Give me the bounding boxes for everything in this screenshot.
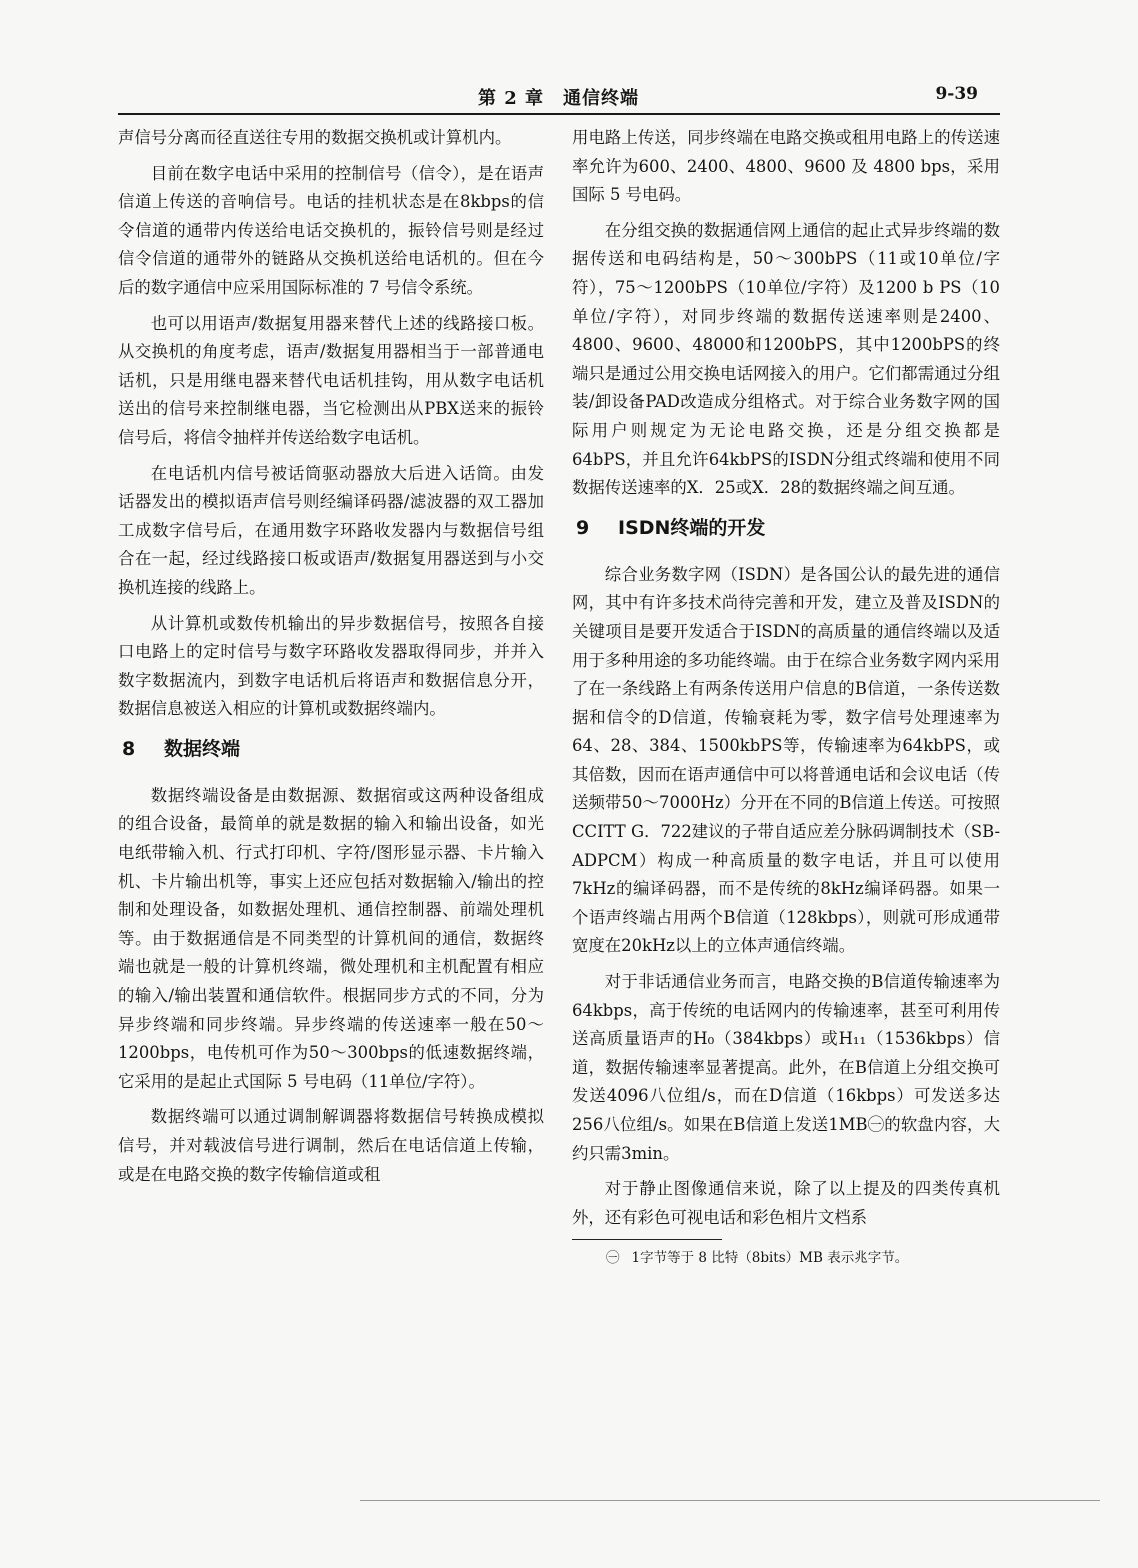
right-column bbox=[572, 124, 1000, 1268]
page-number: 9-39 bbox=[935, 84, 978, 104]
paragraph: 目前在数字电话中采用的控制信号（信令），是在语声信道上传送的音响信号。电话的挂机状态是在8kbps的信令信道的通带内传送给电话交换机的，振铃信号则是经过信令信道的通带外的链路从交换机送给电话机的。但在今后的数字通信中应采用国际标准的 7 号信令系统。 bbox=[118, 163, 544, 297]
paragraph: 用电路上传送，同步终端在电路交换或租用电路上的传送速率允许为600、2400、4800、9600 及 4800 bps，采用国际 5 号电码。 bbox=[572, 128, 1000, 205]
paragraph: 对于静止图像通信来说，除了以上提及的四类传真机外，还有彩色可视电话和彩色相片文档系 bbox=[572, 1179, 1000, 1227]
section-number: 8 bbox=[122, 737, 136, 760]
footnote-divider bbox=[572, 1239, 722, 1240]
paragraph: 声信号分离而径直送往专用的数据交换机或计算机内。 bbox=[118, 128, 512, 147]
footnote-text: 1字节等于 8 比特（8bits）MB 表示兆字节。 bbox=[631, 1250, 909, 1267]
section-title: 数据终端 bbox=[164, 737, 241, 760]
section-heading bbox=[572, 513, 1000, 543]
paragraph: 综合业务数字网（ISDN）是各国公认的最先进的通信网，其中有许多技术尚待完善和开发，建立及普及ISDN的关键项目是要开发适合于ISDN的高质量的通信终端以及适用于多种用途的多功能终端。由于在综合业务数字网内采用了在一条线路上有两条传送用户信息的B信道，一条传送数据和信令的D信道，传输衰耗为零，数字信号处理速率为64、28、384、1500kbPS等，传输速率为64kbPS，或其倍数，因而在语声通信中可以将普通电话和会议电话（传送频带50～7000Hz）分开在不同的B信道上传送。可按照CCITT G．722建议的子带自适应差分脉码调制技术（SB-ADPCM）构成一种高质量的数字电话，并且可以使用7kHz的编译码器，而不是传统的8kHz编译码器。如果一个语声终端占用两个B信道（128kbps），则就可形成通带宽度在20kHz以上的立体声通信终端。 bbox=[572, 564, 1000, 956]
paragraph: 数据终端设备是由数据源、数据宿或这两种设备组成的组合设备，最简单的就是数据的输入和输出设备，如光电纸带输入机、行式打印机、字符/图形显示器、卡片输入机、卡片输出机等，事实上还应包括对数据输入/输出的控制和处理设备，如数据处理机、通信控制器、前端处理机等。由于数据通信是不同类型的计算机间的通信，数据终端也就是一般的计算机终端，微处理机和主机配置有相应的输入/输出装置和通信软件。根据同步方式的不同，分为异步终端和同步终端。异步终端的传送速率一般在50～1200bps，电传机可作为50～300bps的低速数据终端，它采用的是起止式国际 5 号电码（11单位/字符）。 bbox=[118, 785, 544, 1091]
page-header bbox=[118, 84, 998, 112]
section-number: 9 bbox=[576, 516, 590, 539]
scan-edge-line bbox=[360, 1500, 1100, 1501]
paragraph: 对于非话通信业务而言，电路交换的B信道传输速率为64kbps，高于传统的电话网内的传输速率，甚至可利用传送高质量语声的H₀（384kbps）或H₁₁（1536kbps）信道，数据传输速率显著提高。此外，在B信道上分组交换可发送4096八位组/s，而在D信道（16kbps）可发送多达256八位组/s。如果在B信道上发送1MB㊀的软盘内容，大约只需3min。 bbox=[572, 972, 1000, 1163]
paragraph: 也可以用语声/数据复用器来替代上述的线路接口板。从交换机的角度考虑，语声/数据复用器相当于一部普通电话机，只是用继电器来替代电话机挂钩，用从数字电话机送出的信号来控制继电器，当它检测出从PBX送来的振铃信号后，将信令抽样并传送给数字电话机。 bbox=[118, 313, 544, 447]
section-heading bbox=[118, 734, 544, 764]
footnote-mark: ㊀ bbox=[606, 1250, 620, 1267]
paragraph: 从计算机或数传机输出的异步数据信号，按照各自接口电路上的定时信号与数字环路收发器取得同步，并并入数字数据流内，到数字电话机后将语声和数据信息分开，数据信息被送入相应的计算机或数据终端内。 bbox=[118, 613, 544, 719]
paragraph: 在电话机内信号被话筒驱动器放大后进入话筒。由发话器发出的模拟语声信号则经编译码器/滤波器的双工器加工成数字信号后，在通用数字环路收发器内与数据信号组合在一起，经过线路接口板或语声/数据复用器送到与小交换机连接的线路上。 bbox=[118, 463, 544, 597]
header-divider bbox=[118, 113, 1000, 115]
footnote bbox=[572, 1248, 1000, 1268]
chapter-title: 第 2 章 通信终端 bbox=[478, 88, 640, 109]
paragraph: 数据终端可以通过调制解调器将数据信号转换成模拟信号，并对载波信号进行调制，然后在电话信道上传输，或是在电路交换的数字传输信道或租 bbox=[118, 1107, 544, 1184]
section-title: ISDN终端的开发 bbox=[618, 516, 766, 539]
left-column bbox=[118, 124, 544, 1196]
paragraph: 在分组交换的数据通信网上通信的起止式异步终端的数据传送和电码结构是，50～300bPS（11或10单位/字符），75～1200bPS（10单位/字符）及1200 b PS（10单位/字符），对同步终端的数据传送速率则是2400、4800、9600、48000和1200bPS，其中1200bPS的终端只是通过公用交换电话网接入的用户。它们都需通过分组装/卸设备PAD改造成分组格式。对于综合业务数字网的国际用户则规定为无论电路交换，还是分组交换都是64bPS，并且允许64kbPS的ISDN分组式终端和使用不同数据传送速率的X．25或X．28的数据终端之间互通。 bbox=[572, 220, 1000, 498]
